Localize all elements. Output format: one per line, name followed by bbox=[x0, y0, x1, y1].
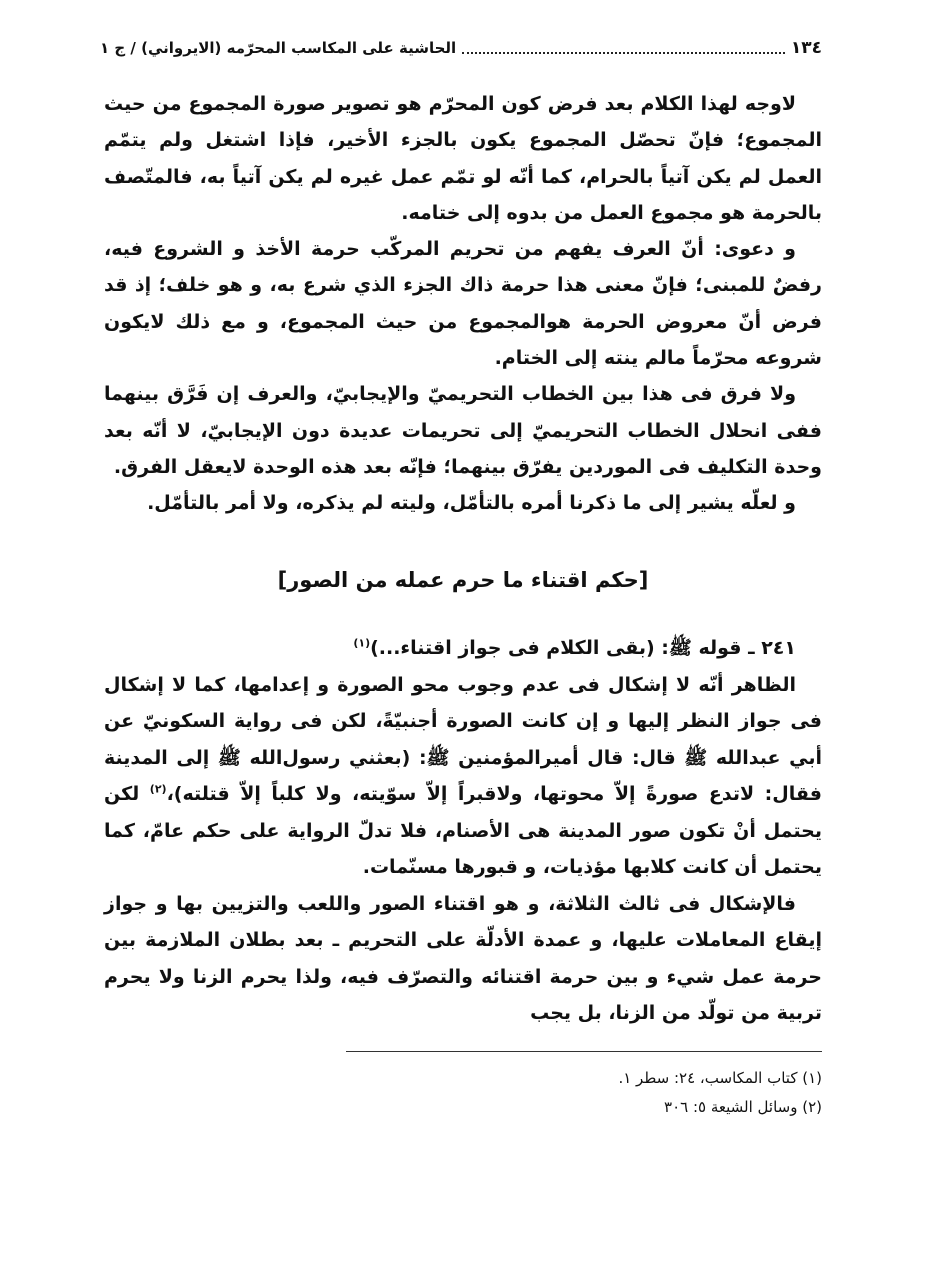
entry-heading bbox=[104, 630, 822, 667]
paragraph bbox=[104, 886, 822, 1032]
header-dot-leader bbox=[462, 42, 785, 54]
entry-quote: ٢٤١ ـ قوله ﷺ: (بقى الكلام فى جواز اقتناء...) bbox=[370, 637, 796, 659]
page-number: ١٣٤ bbox=[790, 38, 822, 58]
paragraph: ولا فرق فى هذا بين الخطاب التحريميّ والإيجابيّ، والعرف إن فَرَّق بينهما ففى انحلال الخطاب التحريميّ إلى تحريمات عديدة دون الإيجابيّ، لا أنّه بعد وحدة التكليف فى الموردين يفرّق بينهما؛ فإنّه بعد هذه الوحدة لايعقل الفرق. bbox=[104, 383, 822, 478]
running-book-title: الحاشية على المكاسب المحرّمه (الايرواني) / ج ١ bbox=[100, 39, 457, 57]
footnote-2: (٢) وسائل الشيعة ٥: ٣٠٦ bbox=[664, 1098, 822, 1116]
paragraph-text: فالإشكال فى ثالث الثلاثة، و هو اقتناء الصور واللعب والتزيين بها و جواز إيقاع المعاملات عليها، و عمدة الأدلّة على التحريم ـ بعد بطلان الملازمة بين حرمة عمل شيء و بين حرمة اقتنائه والتصرّف فيه، ولذا يحرم الزنا ولا يحرم تربية من تولّد من الزنا، بل يجب bbox=[104, 892, 822, 1024]
paragraph-text: لكن يحتمل أنْ تكون صور المدينة هى الأصنام، فلا تدلّ الرواية على حكم عامّ، كما يحتمل أن كانت كلابها مؤذيات، و قبورها مسنّمات. bbox=[104, 783, 822, 878]
footnotes bbox=[346, 1064, 822, 1122]
paragraph-text: الظاهر أنّه لا إشكال فى عدم وجوب محو الصورة و إعدامها، كما لا إشكال فى جواز النظر إليها و إن كانت الصورة أجنبيّةً، لكن فى رواية السكونيّ عن أبي عبدالله ﷺ قال: قال أميرالمؤمنين ﷺ: (بعثني رسول‌الله ﷺ إلى المدينة فقال: لاتدع صورةً إلاّ محوتها، ولاقبراً إلاّ سوّيته، ولا كلباً إلاّ قتلته)، bbox=[104, 673, 822, 805]
section-heading: [حكم اقتناء ما حرم عمله من الصور] bbox=[277, 568, 649, 592]
paragraph: و لعلّه يشير إلى ما ذكرنا أمره بالتأمّل، وليته لم يذكره، ولا أمر بالتأمّل. bbox=[147, 492, 796, 515]
paragraph: لاوجه لهذا الكلام بعد فرض كون المحرّم هو تصوير صورة المجموع من حيث المجموع؛ فإنّ تحصّل المجموع يكون بالجزء الأخير، فإذا اشتغل ولم يتمّم العمل لم يكن آتياً بالحرام، كما أنّه لو تمّم عمل غيره لم يكن آتياً به، فالمتّصف بالحرمة هو مجموع العمل من بدوه إلى ختامه. bbox=[104, 93, 822, 224]
paragraph bbox=[104, 667, 822, 886]
paragraph: و دعوى: أنّ العرف يفهم من تحريم المركّب حرمة الأخذ و الشروع فيه، رفضٌ للمبنى؛ فإنّ معنى هذا حرمة ذاك الجزء الذي شرع به، و هو خلف؛ إذ قد فرض أنّ معروض الحرمة هوالمجموع من حيث المجموع، و مع ذلك لايكون شروعه محرّماً مالم ينته إلى الختام. bbox=[104, 238, 822, 370]
footnote-separator bbox=[346, 1051, 822, 1052]
main-text-top bbox=[104, 86, 822, 522]
footnote-ref-1[interactable]: (١) bbox=[353, 636, 371, 650]
running-header bbox=[100, 34, 822, 62]
footnote-1: (١) كتاب المكاسب، ٢٤: سطر ١. bbox=[618, 1069, 822, 1087]
main-text-bottom bbox=[104, 630, 822, 1032]
footnote-ref-2[interactable]: (٢) bbox=[149, 782, 167, 796]
